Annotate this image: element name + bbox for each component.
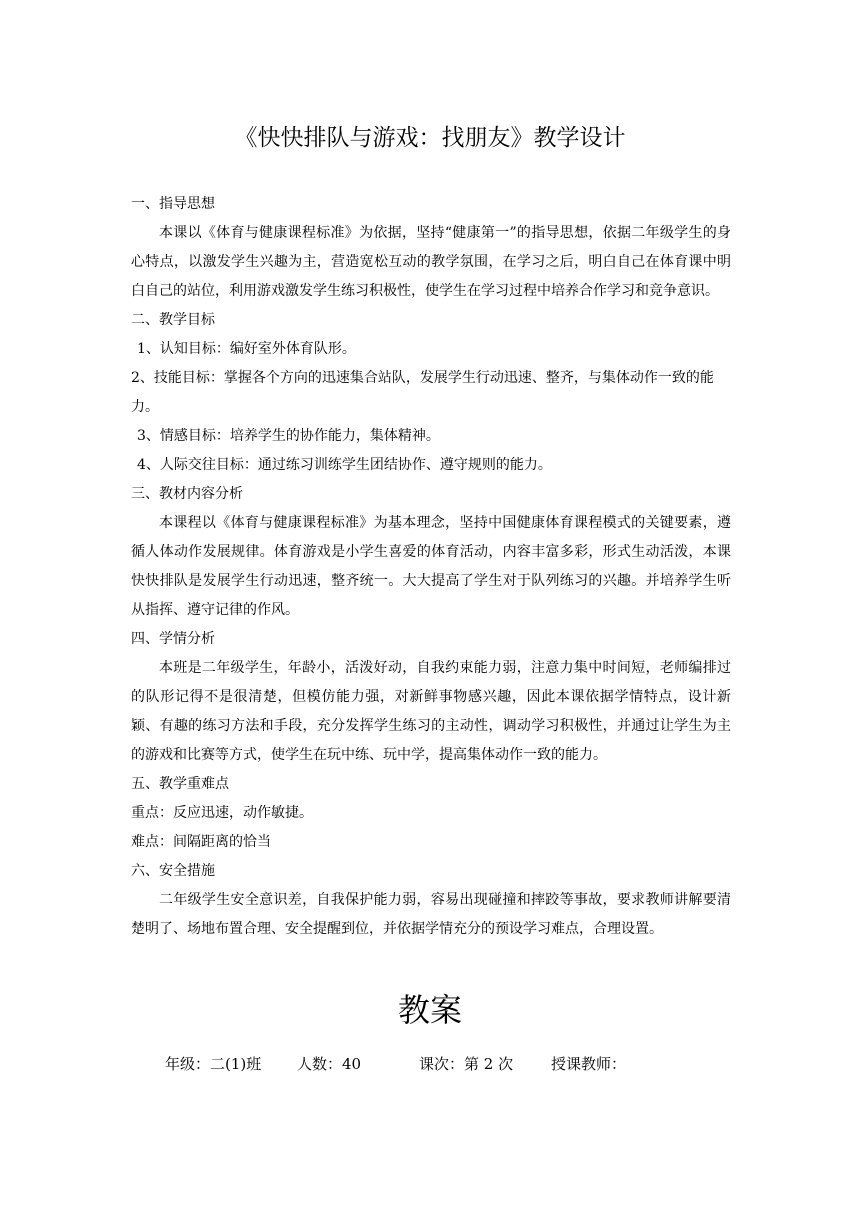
goal-item-interpersonal: 4、人际交往目标：通过练习训练学生团结协作、遵守规则的能力。 <box>137 457 552 473</box>
lesson-plan-title: 教案 <box>397 991 462 1029</box>
difficulty-point: 难点：间隔距离的恰当 <box>131 834 271 850</box>
goal-item-emotional: 3、情感目标：培养学生的协作能力，集体精神。 <box>137 428 440 444</box>
student-count-field: 人数：40 <box>297 1055 362 1073</box>
section-heading-key-points: 五、教学重难点 <box>131 776 229 792</box>
section-heading-content-analysis: 三、教材内容分析 <box>131 486 243 502</box>
key-point: 重点：反应迅速，动作敏捷。 <box>131 805 313 821</box>
section-heading-safety: 六、安全措施 <box>131 863 215 879</box>
section-heading-guiding-ideology: 一、指导思想 <box>131 196 215 212</box>
teacher-field: 授课教师： <box>551 1055 627 1073</box>
document-title: 《快快排队与游戏：找朋友》教学设计 <box>234 125 626 151</box>
document-body <box>131 190 731 944</box>
goal-item-skill: 2、技能目标：掌握各个方向的迅速集合站队，发展学生行动迅速、整齐，与集体动作一致的能力。 <box>131 370 714 415</box>
lesson-info-row <box>165 1052 626 1076</box>
section-heading-student-analysis: 四、学情分析 <box>131 631 215 647</box>
grade-field: 年级：二(1)班 <box>165 1055 262 1073</box>
paragraph-student-analysis: 本班是二年级学生，年龄小，活泼好动，自我约束能力弱，注意力集中时间短，老师编排过的队形记得不是很清楚，但模仿能力强，对新鲜事物感兴趣，因此本课依据学情特点，设计新颖、有趣的练习方法和手段，充分发挥学生练习的主动性，调动学习积极性，并通过让学生为主的游戏和比赛等方式，使学生在玩中练、玩中学，提高集体动作一致的能力。 <box>131 660 731 763</box>
paragraph-content-analysis: 本课程以《体育与健康课程标准》为基本理念，坚持中国健康体育课程模式的关键要素，遵循人体动作发展规律。体育游戏是小学生喜爱的体育活动，内容丰富多彩，形式生动活泼，本课快快排队是发展学生行动迅速，整齐统一。大大提高了学生对于队列练习的兴趣。并培养学生听从指挥、遵守记律的作风。 <box>131 515 731 618</box>
paragraph-safety: 二年级学生安全意识差，自我保护能力弱，容易出现碰撞和摔跤等事故，要求教师讲解要清楚明了、场地布置合理、安全提醒到位，并依据学情充分的预设学习难点，合理设置。 <box>131 892 731 937</box>
session-field: 课次：第 2 次 <box>419 1055 514 1073</box>
paragraph-guiding-ideology: 本课以《体育与健康课程标准》为依据，坚持“健康第一”的指导思想，依据二年级学生的身心特点，以激发学生兴趣为主，营造宽松互动的教学氛围，在学习之后，明白自己在体育课中明白自己的站位，利用游戏激发学生练习积极性，使学生在学习过程中培养合作学习和竞争意识。 <box>131 225 731 299</box>
goal-item-cognitive: 1、认知目标：编好室外体育队形。 <box>137 341 356 357</box>
section-heading-teaching-goals: 二、教学目标 <box>131 312 215 328</box>
